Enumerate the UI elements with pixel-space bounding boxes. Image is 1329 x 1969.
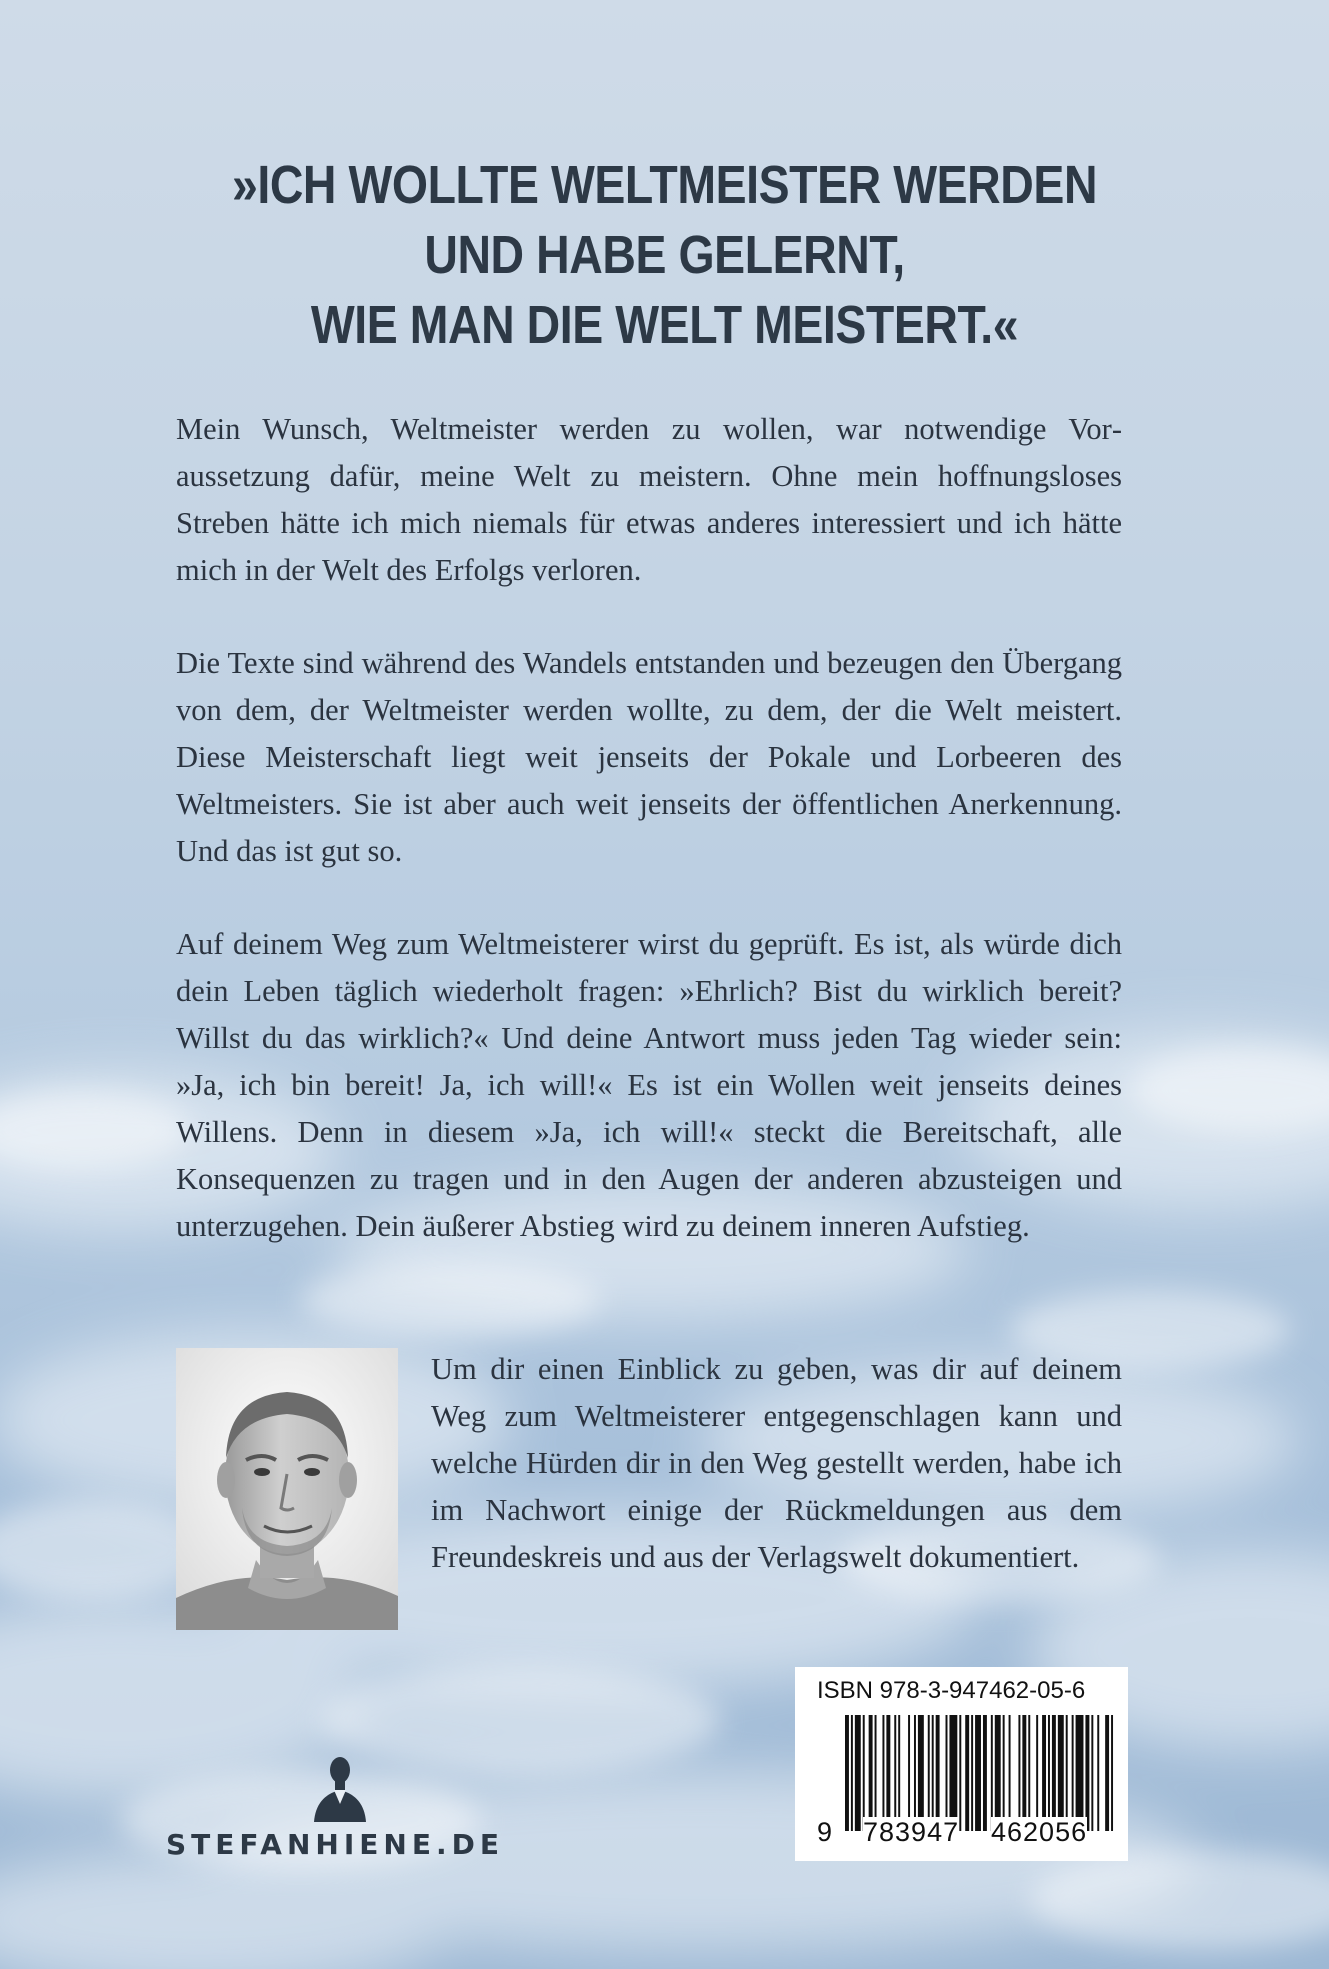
publisher-logo-text: STEFANHIENE.DE [166,1828,504,1861]
barcode-bar [882,1715,884,1831]
barcode-bar [995,1715,1001,1831]
ean-digits-right: 462056 [991,1817,1088,1847]
barcode-bar [936,1715,940,1831]
barcode-bar [991,1715,993,1831]
headline-quote [93,150,1236,360]
barcode-bar [918,1715,924,1831]
barcode-bar [863,1715,865,1831]
barcode-bar [875,1715,877,1831]
ean-digit-first: 9 [817,1817,833,1847]
ean-digits-left: 783947 [863,1817,960,1847]
barcode-bar [932,1715,934,1831]
barcode-bar [869,1715,873,1831]
barcode-bar [965,1715,969,1831]
barcode-bar [983,1715,987,1831]
barcode-bar [975,1715,981,1831]
isbn-label: ISBN 978-3-947462-05-6 [817,1677,1086,1704]
barcode-bar [898,1715,900,1831]
barcode-bar [1076,1715,1084,1831]
barcode-bar [1105,1715,1109,1831]
barcode-bar [1097,1715,1099,1831]
barcode-bar [1042,1715,1046,1831]
paragraph-1: Mein Wunsch, Weltmeister werden zu wollen, war notwendige Voraussetzung dafür, meine Welt zu meistern. Ohne mein hoffnungsloses Streben hätte ich mich niemals für etwas anderes interessiert und ich hätte mich in der Welt des Erfolgs verloren. [176,412,1122,587]
barcode-bar [845,1715,849,1831]
barcode-bar [1028,1715,1030,1831]
barcode-bar [908,1715,910,1831]
barcode-bar [1009,1715,1011,1831]
barcode-bars [845,1715,1115,1831]
barcode-bar [971,1715,973,1831]
headline-line-2: UND HABE GELERNT, [424,225,905,285]
paragraph-2: Die Texte sind während des Wandels entstanden und bezeugen den Übergang von dem, der Weltmeister werden wollte, zu dem, der die Welt meistert. Diese Meisterschaft liegt weit jenseits der Pokale und Lorbeeren des Weltmeisters. Sie ist aber auch weit jenseits der öffentlichen Anerkennung. Und das ist gut so. [176,646,1122,868]
barcode-bar [1036,1715,1038,1831]
barcode-bar [928,1715,930,1831]
barcode-bar [1111,1715,1113,1831]
barcode-bar [1085,1715,1089,1831]
barcode-bar [1052,1715,1056,1831]
paragraph-4: Um dir einen Einblick zu geben, was dir auf deinem Weg zum Weltmeisterer entgegenschlagen kann und welche Hürden dir in den Weg gestellt werden, habe ich im Nachwort einige der Rückmeldungen aus dem Freundeskreis und aus der Verlagswelt dokumentiert. [431,1352,1122,1574]
barcode-bar [914,1715,916,1831]
publisher-logo-icon [310,1752,370,1822]
barcode-bar [959,1715,961,1831]
barcode-bar [1048,1715,1050,1831]
author-photo [176,1348,398,1630]
headline-line-1: »ICH WOLLTE WELTMEISTER WERDEN [231,155,1098,215]
ean-digits [815,1817,1115,1851]
isbn-barcode [795,1667,1128,1861]
barcode-bar [855,1715,861,1831]
barcode-bar [886,1715,890,1831]
barcode-bar [1018,1715,1020,1831]
barcode-bar [946,1715,948,1831]
barcode-bar [1066,1715,1068,1831]
barcode-bar [1003,1715,1005,1831]
barcode-bar [1072,1715,1074,1831]
headline-line-3: WIE MAN DIE WELT MEISTERT.« [310,295,1019,355]
barcode-bar [1091,1715,1093,1831]
barcode-bar [949,1715,957,1831]
barcode-bar [851,1715,853,1831]
barcode-bar [1022,1715,1026,1831]
paragraph-3: Auf deinem Weg zum Weltmeisterer wirst du geprüft. Es ist, als würde dich dein Leben täglich wiederholt fragen: »Ehrlich? Bist du wirklich bereit? Willst du das wirklich?« Und deine Antwort muss jeden Tag wieder sein: »Ja, ich bin bereit! Ja, ich will!« Es ist ein Wollen weit jenseits deines Willens. Denn in diesem »Ja, ich will!« steckt die Bereitschaft, alle Konsequenzen zu tragen und in den Augen der anderen abzusteigen und unterzugehen. Dein äußerer Abstieg wird zu deinem inneren Aufstieg. [176,927,1122,1243]
barcode-bar [894,1715,896,1831]
barcode-bar [1058,1715,1064,1831]
